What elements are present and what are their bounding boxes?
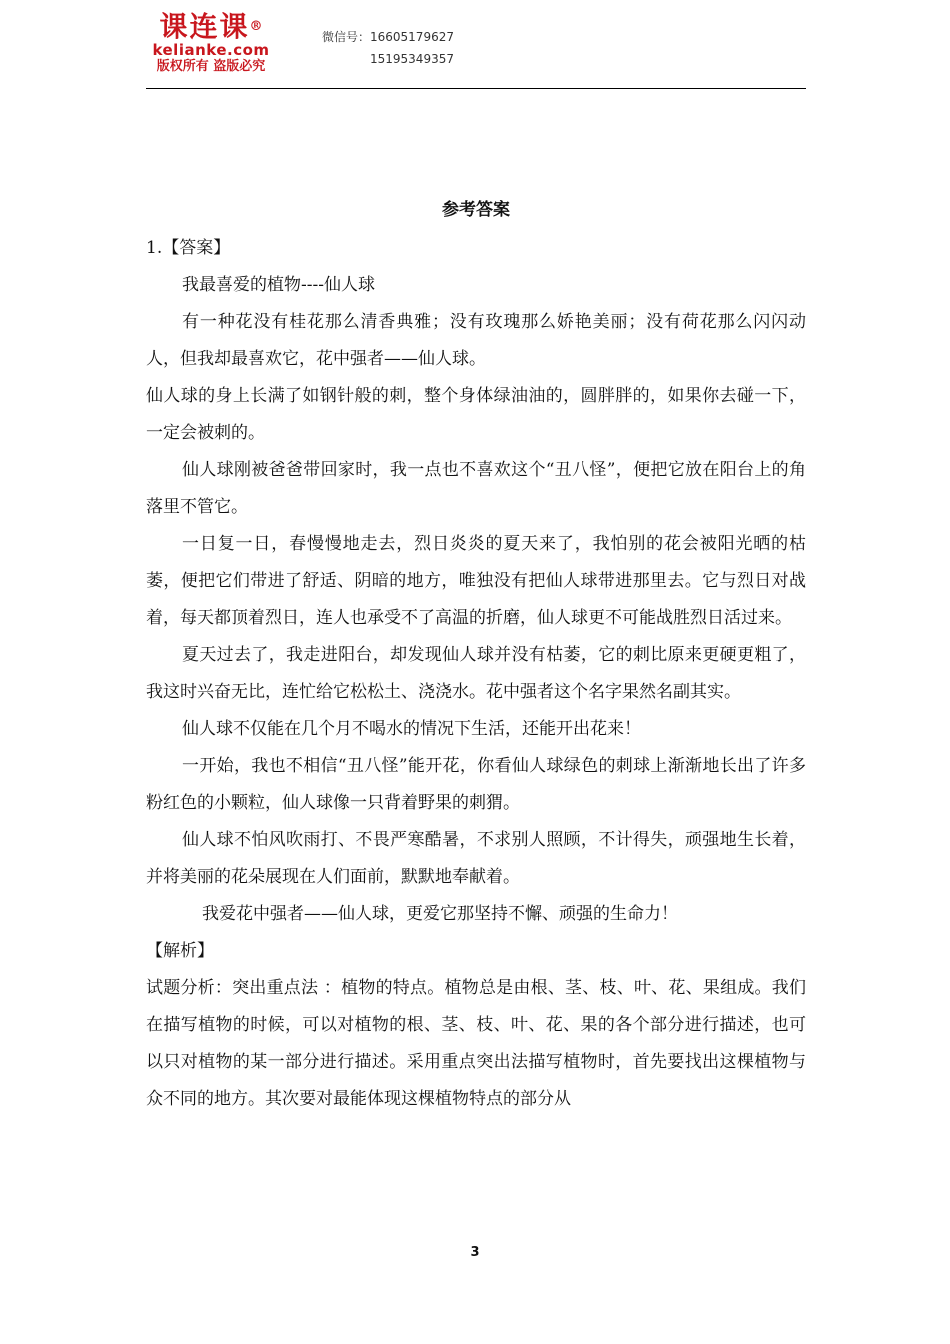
analysis-label: 【解析】 [146, 941, 214, 961]
essay-title: 我最喜爱的植物----仙人球 [182, 275, 375, 295]
essay-paragraph: 一开始，我也不相信“丑八怪”能开花，你看仙人球绿色的刺球上渐渐地长出了许多粉红色的小颗粒，仙人球像一只背着野果的刺猬。 [146, 756, 806, 813]
essay-paragraph: 一日复一日，春慢慢地走去，烈日炎炎的夏天来了，我怕别的花会被阳光晒的枯萎，便把它们带进了舒适、阴暗的地方，唯独没有把仙人球带进那里去。它与烈日对战着，每天都顶着烈日，连人也承受不了高温的折磨，仙人球更不可能战胜烈日活过来。 [146, 534, 806, 628]
wechat-number: 微信号：16605179627 [322, 30, 454, 44]
contact-info [322, 26, 454, 70]
page-number: 3 [470, 1245, 480, 1260]
page-title: 参考答案 [442, 200, 510, 220]
answer-label: 1.【答案】 [146, 238, 231, 258]
logo-brand-name: 课连课 [159, 10, 250, 43]
document-body [146, 196, 806, 1118]
essay-paragraph: 仙人球不怕风吹雨打、不畏严寒酷暑，不求别人照顾，不计得失，顽强地生长着，并将美丽的花朵展现在人们面前，默默地奉献着。 [146, 830, 806, 887]
essay-paragraph: 我爱花中强者——仙人球，更爱它那坚持不懈、顽强的生命力！ [202, 904, 678, 924]
essay-paragraph: 仙人球的身上长满了如钢针般的刺，整个身体绿油油的，圆胖胖的，如果你去碰一下，一定会被刺的。 [146, 386, 806, 443]
essay-paragraph: 仙人球刚被爸爸带回家时，我一点也不喜欢这个“丑八怪”，便把它放在阳台上的角落里不管它。 [146, 460, 806, 517]
logo-domain: kelianke.com [152, 41, 270, 59]
essay-paragraph: 夏天过去了，我走进阳台，却发现仙人球并没有枯萎，它的刺比原来更硬更粗了，我这时兴奋无比，连忙给它松松土、浇浇水。花中强者这个名字果然名副其实。 [146, 645, 806, 702]
logo-copyright: 版权所有 盗版必究 [156, 59, 266, 74]
registered-mark: ® [249, 19, 263, 34]
kelianke-logo [146, 12, 276, 74]
analysis-text: 试题分析：突出重点法 ：植物的特点。植物总是由根、茎、枝、叶、花、果组成。我们在描写植物的时候，可以对植物的根、茎、枝、叶、花、果的各个部分进行描述，也可以只对植物的某一部分进行描述。采用重点突出法描写植物时，首先要找出这棵植物与众不同的地方。其次要对最能体现这棵植物特点的部分从 [146, 978, 806, 1109]
header-divider [146, 88, 806, 89]
page-header [146, 10, 806, 90]
essay-paragraph: 仙人球不仅能在几个月不喝水的情况下生活，还能开出花来！ [182, 719, 641, 739]
essay-paragraph: 有一种花没有桂花那么清香典雅；没有玫瑰那么娇艳美丽；没有荷花那么闪闪动人，但我却最喜欢它，花中强者——仙人球。 [146, 312, 806, 369]
phone-number: 15195349357 [370, 52, 454, 66]
